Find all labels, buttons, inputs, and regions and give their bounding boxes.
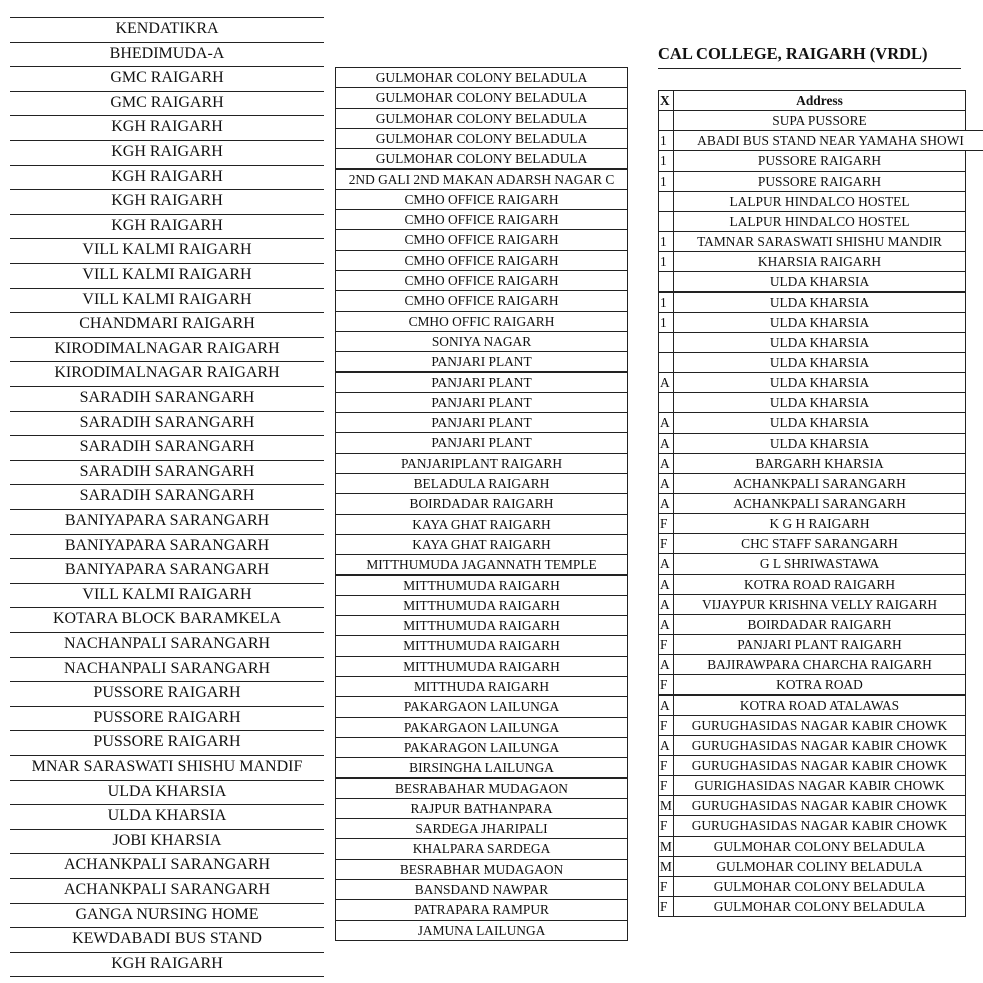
middle-row-text: PANJARI PLANT bbox=[335, 412, 628, 433]
middle-row-text: RAJPUR BATHANPARA bbox=[335, 798, 628, 819]
left-row-text: NACHANPALI SARANGARH bbox=[10, 632, 324, 657]
left-row-text: KGH RAIGARH bbox=[10, 952, 324, 977]
left-row-text: SARADIH SARANGARH bbox=[10, 411, 324, 436]
left-row-text: VILL KALMI RAIGARH bbox=[10, 263, 324, 288]
row-code-cell: A bbox=[658, 412, 673, 433]
left-row-text: ULDA KHARSIA bbox=[10, 804, 324, 829]
row-address-cell: GURUGHASIDAS NAGAR KABIR CHOWK bbox=[673, 735, 966, 756]
middle-row-text: CMHO OFFIC RAIGARH bbox=[335, 311, 628, 332]
left-row-text: MNAR SARASWATI SHISHU MANDIF bbox=[10, 755, 324, 780]
row-address-cell: KOTRA ROAD ATALAWAS bbox=[673, 695, 966, 716]
row-code-cell: F bbox=[658, 715, 673, 736]
left-row-text: PUSSORE RAIGARH bbox=[10, 681, 324, 706]
left-row-text: KEWDABADI BUS STAND bbox=[10, 927, 324, 952]
row-code-cell: F bbox=[658, 513, 673, 534]
middle-row-text: GULMOHAR COLONY BELADULA bbox=[335, 148, 628, 169]
left-row-text: CHANDMARI RAIGARH bbox=[10, 312, 324, 337]
middle-row-text: MITTHUMUDA RAIGARH bbox=[335, 635, 628, 656]
row-code-cell: M bbox=[658, 795, 673, 816]
left-row-text: VILL KALMI RAIGARH bbox=[10, 238, 324, 263]
row-divider bbox=[10, 976, 324, 977]
middle-row-text: KAYA GHAT RAIGARH bbox=[335, 514, 628, 535]
middle-row-text: CMHO OFFICE RAIGARH bbox=[335, 189, 628, 210]
row-code-cell: A bbox=[658, 553, 673, 574]
row-code-cell bbox=[658, 271, 673, 292]
row-code-cell: F bbox=[658, 815, 673, 836]
row-address-cell: ULDA KHARSIA bbox=[673, 372, 966, 393]
middle-row-text: KAYA GHAT RAIGARH bbox=[335, 534, 628, 555]
row-code-cell: M bbox=[658, 836, 673, 857]
row-code-cell: A bbox=[658, 473, 673, 494]
row-address-cell: ULDA KHARSIA bbox=[673, 392, 966, 413]
left-row-text: VILL KALMI RAIGARH bbox=[10, 583, 324, 608]
row-code-cell: 1 bbox=[658, 130, 673, 151]
row-address-cell: ULDA KHARSIA bbox=[673, 412, 966, 433]
row-code-cell: F bbox=[658, 775, 673, 796]
row-address-cell: ULDA KHARSIA bbox=[673, 271, 966, 292]
middle-row-text: CMHO OFFICE RAIGARH bbox=[335, 209, 628, 230]
middle-row-text: PAKARGAON LAILUNGA bbox=[335, 717, 628, 738]
middle-row-text: GULMOHAR COLONY BELADULA bbox=[335, 87, 628, 108]
right-table-fragment bbox=[658, 40, 983, 920]
left-row-text: BHEDIMUDA-A bbox=[10, 42, 324, 67]
left-row-text: KIRODIMALNAGAR RAIGARH bbox=[10, 337, 324, 362]
row-code-cell: F bbox=[658, 674, 673, 695]
row-code-cell: A bbox=[658, 594, 673, 615]
middle-row-text: SONIYA NAGAR bbox=[335, 331, 628, 352]
row-address-cell: GULMOHAR COLONY BELADULA bbox=[673, 896, 966, 917]
row-code-cell: A bbox=[658, 614, 673, 635]
left-row-text: KOTARA BLOCK BARAMKELA bbox=[10, 607, 324, 632]
middle-row-text: MITTHUMUDA RAIGARH bbox=[335, 595, 628, 616]
left-row-text: ULDA KHARSIA bbox=[10, 780, 324, 805]
row-address-cell: BAJIRAWPARA CHARCHA RAIGARH bbox=[673, 654, 966, 675]
middle-row-text: CMHO OFFICE RAIGARH bbox=[335, 250, 628, 271]
middle-row-text: KHALPARA SARDEGA bbox=[335, 838, 628, 859]
row-code-cell: A bbox=[658, 654, 673, 675]
row-code-cell: F bbox=[658, 533, 673, 554]
row-address-cell: PUSSORE RAIGARH bbox=[673, 150, 966, 171]
middle-column-fragment bbox=[335, 67, 628, 942]
row-address-cell: ULDA KHARSIA bbox=[673, 332, 966, 353]
left-row-text: SARADIH SARANGARH bbox=[10, 435, 324, 460]
left-row-text: KGH RAIGARH bbox=[10, 140, 324, 165]
left-row-text: KGH RAIGARH bbox=[10, 115, 324, 140]
row-address-cell: VIJAYPUR KRISHNA VELLY RAIGARH bbox=[673, 594, 966, 615]
left-row-text: BANIYAPARA SARANGARH bbox=[10, 534, 324, 559]
middle-row-text: PAKARAGON LAILUNGA bbox=[335, 737, 628, 758]
row-address-cell: CHC STAFF SARANGARH bbox=[673, 533, 966, 554]
row-address-cell: GULMOHAR COLONY BELADULA bbox=[673, 876, 966, 897]
row-address-cell: KHARSIA RAIGARH bbox=[673, 251, 966, 272]
middle-row-text: CMHO OFFICE RAIGARH bbox=[335, 290, 628, 311]
document-title: CAL COLLEGE, RAIGARH (VRDL) bbox=[658, 44, 928, 63]
row-code-cell bbox=[658, 110, 673, 131]
row-code-cell bbox=[658, 352, 673, 373]
left-row-text: PUSSORE RAIGARH bbox=[10, 706, 324, 731]
left-row-text: GMC RAIGARH bbox=[10, 91, 324, 116]
row-address-cell: BARGARH KHARSIA bbox=[673, 453, 966, 474]
row-address-cell: PANJARI PLANT RAIGARH bbox=[673, 634, 966, 655]
row-code-cell: F bbox=[658, 876, 673, 897]
middle-row-text: BESRABHAR MUDAGAON bbox=[335, 859, 628, 880]
middle-row-text: BOIRDADAR RAIGARH bbox=[335, 493, 628, 514]
middle-row-text: 2ND GALI 2ND MAKAN ADARSH NAGAR C bbox=[335, 169, 628, 190]
left-row-text: GANGA NURSING HOME bbox=[10, 903, 324, 928]
row-code-cell: A bbox=[658, 574, 673, 595]
row-address-cell: KOTRA ROAD RAIGARH bbox=[673, 574, 966, 595]
left-row-text: SARADIH SARANGARH bbox=[10, 386, 324, 411]
left-row-text: NACHANPALI SARANGARH bbox=[10, 657, 324, 682]
left-row-text: JOBI KHARSIA bbox=[10, 829, 324, 854]
row-address-cell: K G H RAIGARH bbox=[673, 513, 966, 534]
left-row-text: BANIYAPARA SARANGARH bbox=[10, 509, 324, 534]
row-code-cell: 1 bbox=[658, 312, 673, 333]
middle-row-text: PATRAPARA RAMPUR bbox=[335, 899, 628, 920]
row-address-cell: PUSSORE RAIGARH bbox=[673, 171, 966, 192]
row-code-cell: F bbox=[658, 896, 673, 917]
middle-row-text: BESRABAHAR MUDAGAON bbox=[335, 778, 628, 799]
row-address-cell: KOTRA ROAD bbox=[673, 674, 966, 695]
middle-row-text: PANJARI PLANT bbox=[335, 351, 628, 372]
row-code-cell: A bbox=[658, 372, 673, 393]
row-address-cell: ULDA KHARSIA bbox=[673, 433, 966, 454]
title-underline bbox=[658, 68, 961, 69]
row-code-cell bbox=[658, 211, 673, 232]
left-row-text: PUSSORE RAIGARH bbox=[10, 730, 324, 755]
row-address-cell: G L SHRIWASTAWA bbox=[673, 553, 966, 574]
middle-row-text: MITTHUDA RAIGARH bbox=[335, 676, 628, 697]
left-row-text: GMC RAIGARH bbox=[10, 66, 324, 91]
middle-row-text: PANJARIPLANT RAIGARH bbox=[335, 453, 628, 474]
row-code-cell: 1 bbox=[658, 150, 673, 171]
row-code-cell: F bbox=[658, 634, 673, 655]
left-row-text: KGH RAIGARH bbox=[10, 189, 324, 214]
left-row-text: KGH RAIGARH bbox=[10, 165, 324, 190]
middle-row-text: CMHO OFFICE RAIGARH bbox=[335, 270, 628, 291]
row-address-cell: GURUGHASIDAS NAGAR KABIR CHOWK bbox=[673, 755, 966, 776]
row-address-cell: ABADI BUS STAND NEAR YAMAHA SHOWI bbox=[673, 130, 983, 151]
middle-row-text: PANJARI PLANT bbox=[335, 392, 628, 413]
left-row-text: ACHANKPALI SARANGARH bbox=[10, 853, 324, 878]
middle-row-text: MITTHUMUDA RAIGARH bbox=[335, 656, 628, 677]
row-address-cell: GULMOHAR COLONY BELADULA bbox=[673, 836, 966, 857]
row-code-cell bbox=[658, 392, 673, 413]
row-code-cell: A bbox=[658, 695, 673, 716]
left-row-text: SARADIH SARANGARH bbox=[10, 460, 324, 485]
left-row-text: BANIYAPARA SARANGARH bbox=[10, 558, 324, 583]
row-code-cell: M bbox=[658, 856, 673, 877]
row-address-cell: ACHANKPALI SARANGARH bbox=[673, 473, 966, 494]
header-code-cell: X bbox=[658, 90, 673, 111]
row-code-cell bbox=[658, 332, 673, 353]
row-address-cell: ULDA KHARSIA bbox=[673, 352, 966, 373]
middle-row-text: PANJARI PLANT bbox=[335, 432, 628, 453]
row-code-cell bbox=[658, 191, 673, 212]
row-address-cell: GURUGHASIDAS NAGAR KABIR CHOWK bbox=[673, 815, 966, 836]
row-code-cell: A bbox=[658, 735, 673, 756]
row-address-cell: ULDA KHARSIA bbox=[673, 312, 966, 333]
row-address-cell: ULDA KHARSIA bbox=[673, 292, 966, 313]
left-row-text: KGH RAIGARH bbox=[10, 214, 324, 239]
row-address-cell: GURUGHASIDAS NAGAR KABIR CHOWK bbox=[673, 715, 966, 736]
row-address-cell: GURIGHASIDAS NAGAR KABIR CHOWK bbox=[673, 775, 966, 796]
middle-row-text: BANSDAND NAWPAR bbox=[335, 879, 628, 900]
middle-row-text: GULMOHAR COLONY BELADULA bbox=[335, 128, 628, 149]
middle-row-text: BELADULA RAIGARH bbox=[335, 473, 628, 494]
middle-row-text: PANJARI PLANT bbox=[335, 372, 628, 393]
row-address-cell: ACHANKPALI SARANGARH bbox=[673, 493, 966, 514]
middle-row-text: GULMOHAR COLONY BELADULA bbox=[335, 67, 628, 88]
row-code-cell: 1 bbox=[658, 251, 673, 272]
middle-row-text: SARDEGA JHARIPALI bbox=[335, 818, 628, 839]
row-address-cell: LALPUR HINDALCO HOSTEL bbox=[673, 191, 966, 212]
row-address-cell: LALPUR HINDALCO HOSTEL bbox=[673, 211, 966, 232]
row-code-cell: 1 bbox=[658, 292, 673, 313]
row-code-cell: F bbox=[658, 755, 673, 776]
row-code-cell: 1 bbox=[658, 231, 673, 252]
middle-row-text: BIRSINGHA LAILUNGA bbox=[335, 757, 628, 778]
middle-row-text: GULMOHAR COLONY BELADULA bbox=[335, 108, 628, 129]
left-row-text: VILL KALMI RAIGARH bbox=[10, 288, 324, 313]
row-code-cell: 1 bbox=[658, 171, 673, 192]
left-row-text: KENDATIKRA bbox=[10, 17, 324, 42]
row-address-cell: GURUGHASIDAS NAGAR KABIR CHOWK bbox=[673, 795, 966, 816]
middle-row-text: MITTHUMUDA RAIGARH bbox=[335, 615, 628, 636]
middle-row-text: CMHO OFFICE RAIGARH bbox=[335, 229, 628, 250]
left-row-text: KIRODIMALNAGAR RAIGARH bbox=[10, 361, 324, 386]
row-code-cell: A bbox=[658, 433, 673, 454]
middle-row-text: JAMUNA LAILUNGA bbox=[335, 920, 628, 941]
row-address-cell: GULMOHAR COLINY BELADULA bbox=[673, 856, 966, 877]
row-address-cell: SUPA PUSSORE bbox=[673, 110, 966, 131]
left-column-fragment bbox=[10, 17, 324, 975]
header-address-cell: Address bbox=[673, 90, 966, 111]
row-address-cell: BOIRDADAR RAIGARH bbox=[673, 614, 966, 635]
middle-row-text: MITTHUMUDA RAIGARH bbox=[335, 575, 628, 596]
left-row-text: ACHANKPALI SARANGARH bbox=[10, 878, 324, 903]
row-address-cell: TAMNAR SARASWATI SHISHU MANDIR bbox=[673, 231, 966, 252]
middle-row-text: MITTHUMUDA JAGANNATH TEMPLE bbox=[335, 554, 628, 575]
row-code-cell: A bbox=[658, 453, 673, 474]
row-code-cell: A bbox=[658, 493, 673, 514]
left-row-text: SARADIH SARANGARH bbox=[10, 484, 324, 509]
middle-row-text: PAKARGAON LAILUNGA bbox=[335, 696, 628, 717]
